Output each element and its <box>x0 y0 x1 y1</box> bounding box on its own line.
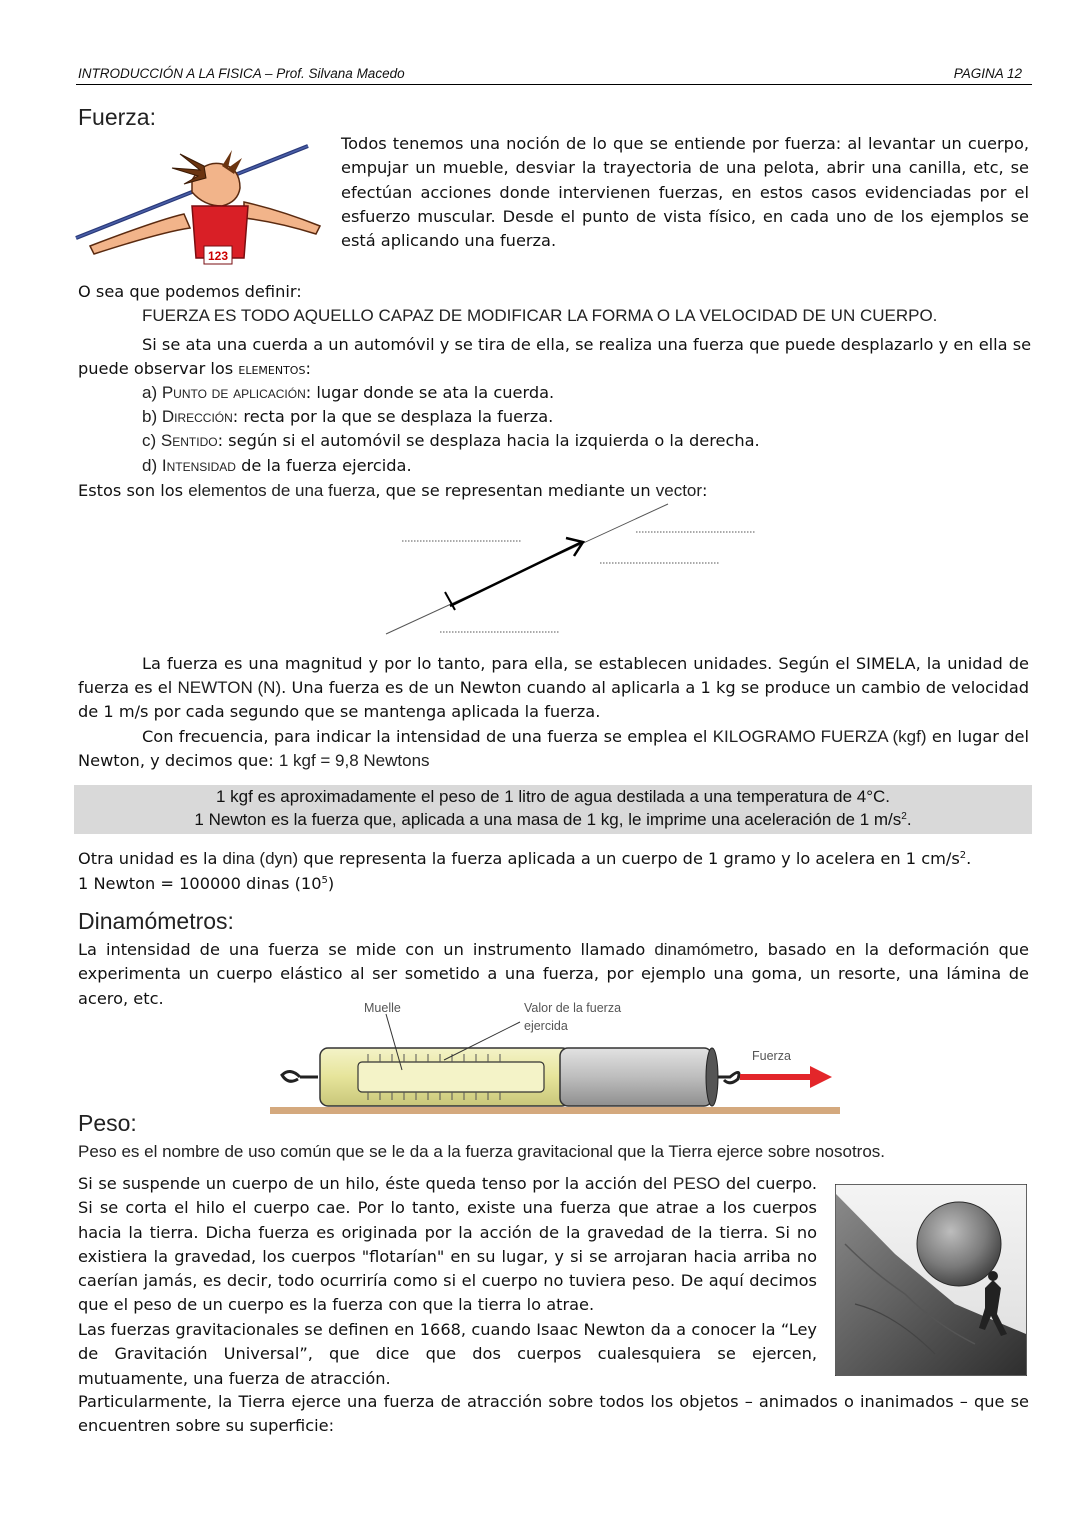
spring-scale <box>358 1062 544 1092</box>
left-hook-icon <box>282 1071 318 1081</box>
units-line1: La fuerza es una magnitud y por lo tanto, para ella, se establecen unidades. Según el SIMELA, la unidad de <box>142 654 1029 673</box>
header-divider <box>76 84 1032 85</box>
label-ejercida: ejercida <box>524 1019 568 1033</box>
boulder-push-photo <box>835 1184 1027 1376</box>
right-hook-icon <box>718 1072 739 1082</box>
section-heading-peso: Peso: <box>78 1110 137 1136</box>
inner-sliding-tube <box>560 1048 712 1106</box>
peso-paragraph-1: Si se suspende un cuerpo de un hilo, éste queda tenso por la acción del PESO del cuerpo. Si se corta el hilo el cuerpo cae. Por lo tanto, existe una fuerza que atrae a los cuerpos hacia la tierra. Dicha fuerza es originada por la acción de la gravedad de la tierra. Si no existiera la gravedad, los cuerpos "flotarían" en su lugar, y si se arrojaran hacia arriba no caerían jamás, es decir, todo ocurriría como si el cuerpo no tuviera peso. De aquí decimos que el peso de un cuerpo es la fuerza con que la tierra lo atrae. <box>78 1174 818 1315</box>
peso-paragraph-2: Las fuerzas gravitacionales se definen en 1668, cuando Isaac Newton da a conocer la “Ley de Gravitación Universal”, que dice que dos cuerpos cualesquiera se ejercen, mutuamente, una fuerza de atracción. <box>78 1320 817 1388</box>
newton-dinas-equivalence: 1 Newton = 100000 dinas $(10^5)$ <box>78 874 335 893</box>
javelin-athlete-illustration <box>72 140 328 272</box>
highlight-box-line2: 1 Newton es la fuerza que, aplicada a una masa de 1 kg, le imprime una aceleración de 1 $m/s^2$. <box>194 810 912 829</box>
section-heading-fuerza: Fuerza: <box>78 104 156 130</box>
list-item-punto-aplicacion: a) Punto de aplicación: lugar donde se ata la cuerda. <box>142 383 555 402</box>
table-surface <box>270 1107 840 1114</box>
car-example-line2: puede observar los elementos: <box>78 359 311 378</box>
force-vector-arrow <box>450 542 582 606</box>
fuerza-intro-paragraph: Todos tenemos una noción de lo que se entiende por fuerza: al levantar un cuerpo, empujar un mueble, desviar la trayectoria de una pelota, abrir una canilla, etc, se efectúan acciones donde intervienen fuerzas, en estos casos evidenciadas por el esfuerzo muscular. Desde el punto de vista físico, en cada uno de los ejemplos se está aplicando una fuerza. <box>341 134 1029 251</box>
vector-diagram <box>380 498 770 640</box>
section-heading-dinamometros: Dinamómetros: <box>78 908 234 934</box>
list-item-direccion: b) Dirección: recta por la que se desplaza la fuerza. <box>142 407 554 426</box>
vector-intro-line: Estos son los elementos de una fuerza, que se representan mediante un vector: <box>78 481 708 500</box>
page-number: PAGINA 12 <box>953 66 1022 81</box>
dina-definition: Otra unidad es la dina (dyn) que representa la fuerza aplicada a un cuerpo de 1 gramo y lo acelera en 1 $cm/s^2$. <box>78 849 972 868</box>
application-point-tick <box>445 592 455 610</box>
force-arrowhead-icon <box>810 1066 832 1088</box>
list-item-sentido: c) Sentido: según si el automóvil se desplaza hacia la izquierda o la derecha. <box>142 431 760 450</box>
label-muelle: Muelle <box>364 1001 401 1015</box>
units-line3: de 1 m/s por cada segundo que se mantenga aplicada la fuerza. <box>78 702 601 721</box>
units-line2: fuerza es el NEWTON (N). Una fuerza es de un Newton cuando al aplicarla a 1 kg se produce un cambio de velocidad <box>78 678 1030 697</box>
athlete-bib-number: 123 <box>207 249 229 263</box>
dynamometer-illustration <box>268 994 844 1118</box>
list-item-intensidad: d) Intensidad de la fuerza ejercida. <box>142 456 412 475</box>
dinamometro-paragraph: La intensidad de una fuerza se mide con un instrumento llamado dinamómetro, basado en la deformación que experimenta un cuerpo elástico al ser sometido a una fuerza, por ejemplo una goma, un resorte, una lámina de acero, etc. <box>78 940 1030 1008</box>
kgf-line1: Con frecuencia, para indicar la intensidad de una fuerza se emplea el KILOGRAMO FUERZA (kgf) en lugar del <box>142 727 1029 746</box>
force-definition: FUERZA ES TODO AQUELLO CAPAZ DE MODIFICAR LA FORMA O LA VELOCIDAD DE UN CUERPO. <box>142 306 938 325</box>
peso-intro: Peso es el nombre de uso común que se le da a la fuerza gravitacional que la Tierra ejerce sobre nosotros. <box>78 1142 886 1161</box>
label-fuerza: Fuerza <box>752 1049 791 1063</box>
define-lead: O sea que podemos definir: <box>78 282 302 301</box>
peso-paragraph-3: Particularmente, la Tierra ejerce una fuerza de atracción sobre todos los objetos – animados o inanimados – que se encuentren sobre su superficie: <box>78 1392 1029 1436</box>
car-example-line1: Si se ata una cuerda a un automóvil y se tira de ella, se realiza una fuerza que puede desplazarlo y en ella se <box>142 335 1032 354</box>
label-valor-fuerza: Valor de la fuerza <box>524 1001 622 1015</box>
highlight-box-line1: 1 kgf es aproximadamente el peso de 1 litro de agua destilada a una temperatura de 4°C. <box>216 787 890 806</box>
kgf-line2: Newton, y decimos que: 1 kgf = 9,8 Newtons <box>78 751 430 770</box>
header-title: INTRODUCCIÓN A LA FISICA – Prof. Silvana Macedo <box>78 66 405 81</box>
